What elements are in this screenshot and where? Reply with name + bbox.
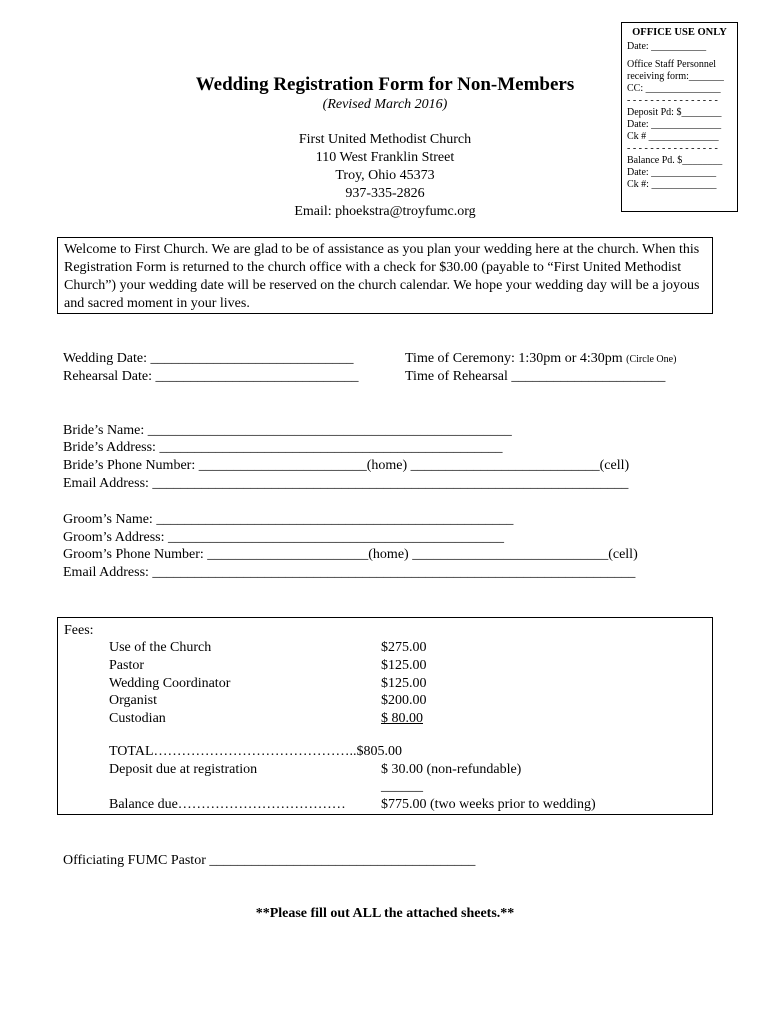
office-deposit: Deposit Pd: $________: [627, 107, 722, 118]
deposit-label: Deposit due at registration: [109, 762, 258, 777]
rehearsal-date-field[interactable]: Rehearsal Date: _____________________________: [63, 369, 359, 384]
fee-name: Wedding Coordinator: [109, 676, 231, 691]
fee-name: Pastor: [109, 658, 144, 673]
office-date-3: Date: _____________: [627, 167, 717, 178]
office-staff-line-2: receiving form:_______: [627, 71, 724, 82]
office-balance: Balance Pd. $________: [627, 155, 723, 166]
fee-amount: $275.00: [381, 640, 427, 655]
welcome-box: [57, 237, 713, 314]
fee-amount: $125.00: [381, 676, 427, 691]
groom-email-field[interactable]: Email Address: _____________________________________________________________________: [63, 565, 636, 580]
fee-amount: $125.00: [381, 658, 427, 673]
church-name: First United Methodist Church: [298, 132, 472, 147]
office-separator-1: - - - - - - - - - - - - - - - -: [627, 95, 718, 106]
fee-name: Organist: [109, 693, 157, 708]
office-check-1: Ck # ______________: [627, 131, 719, 142]
fees-total: TOTAL……………………………………..$805.00: [109, 744, 403, 759]
footer-note: **Please fill out ALL the attached sheets.**: [255, 906, 515, 921]
church-phone: 937-335-2826: [345, 186, 425, 201]
office-separator-2: - - - - - - - - - - - - - - - -: [627, 143, 718, 154]
groom-phone-field[interactable]: Groom’s Phone Number: _______________________(home) ____________________________(cell): [63, 547, 638, 562]
fee-name: Use of the Church: [109, 640, 212, 655]
form-subtitle: (Revised March 2016): [322, 97, 448, 112]
office-title: OFFICE USE ONLY: [632, 27, 727, 38]
circle-one-note: (Circle One): [626, 354, 677, 365]
officiating-pastor-field[interactable]: Officiating FUMC Pastor ______________________________________: [63, 853, 476, 868]
office-date-2: Date: ______________: [627, 119, 722, 130]
fees-divider: ______: [381, 779, 423, 794]
bride-name-field[interactable]: Bride’s Name: ____________________________________________________: [63, 423, 512, 438]
office-use-box: [621, 22, 738, 212]
church-city: Troy, Ohio 45373: [335, 168, 435, 183]
groom-name-field[interactable]: Groom’s Name: ___________________________________________________: [63, 512, 514, 527]
ceremony-time-label: Time of Ceremony: 1:30pm or 4:30pm: [405, 351, 623, 366]
welcome-text: Welcome to First Church. We are glad to be of assistance as you plan your wedding here at the church. When this Registration Form is returned to the church office with a check for $30.00 (payable to “First United Methodist Church”) your wedding date will be reserved on the church calendar. We hope your wedding day will be a joyous and sacred moment in your lives.: [64, 242, 700, 311]
balance-amount: $775.00 (two weeks prior to wedding): [381, 797, 596, 812]
fees-label: Fees:: [64, 623, 94, 638]
deposit-amount: $ 30.00 (non-refundable): [381, 762, 522, 777]
fee-amount: $200.00: [381, 693, 427, 708]
wedding-date-field[interactable]: Wedding Date: _____________________________: [63, 351, 354, 366]
fee-amount: $ 80.00: [381, 711, 423, 726]
form-title: Wedding Registration Form for Non-Members: [195, 74, 575, 95]
balance-label: Balance due………………………………: [109, 797, 346, 812]
church-address: [235, 131, 535, 221]
ceremony-time-field[interactable]: [405, 352, 676, 366]
bride-address-field[interactable]: Bride’s Address: _________________________________________________: [63, 440, 503, 455]
fees-box: [57, 617, 713, 815]
church-email: Email: phoekstra@troyfumc.org: [294, 204, 476, 219]
office-staff-line-1: Office Staff Personnel: [627, 59, 717, 70]
office-cc: CC: _______________: [627, 83, 721, 94]
rehearsal-time-field[interactable]: Time of Rehearsal ______________________: [405, 369, 666, 384]
office-check-2: Ck #: _____________: [627, 179, 717, 190]
groom-address-field[interactable]: Groom’s Address: ________________________________________________: [63, 530, 504, 545]
fee-name: Custodian: [109, 711, 166, 726]
office-date-1: Date: ___________: [627, 41, 707, 52]
bride-phone-field[interactable]: Bride’s Phone Number: ________________________(home) ___________________________(cell): [63, 458, 630, 473]
bride-email-field[interactable]: Email Address: ____________________________________________________________________: [63, 476, 629, 491]
church-street: 110 West Franklin Street: [315, 150, 455, 165]
